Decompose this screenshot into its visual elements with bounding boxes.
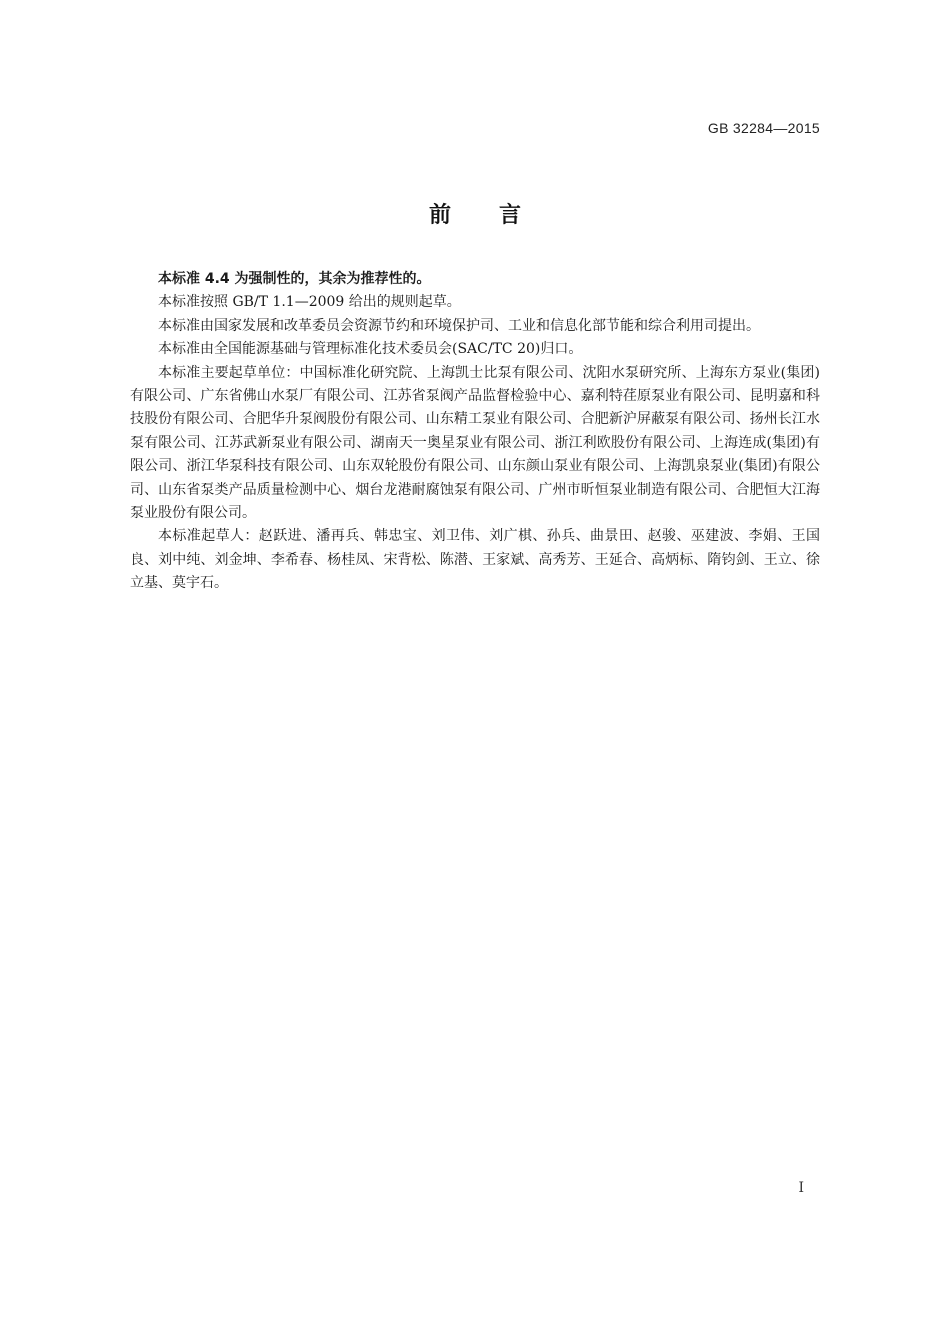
foreword-body	[130, 268, 820, 596]
paragraph-drafting-organizations: 本标准主要起草单位：中国标准化研究院、上海凯士比泵有限公司、沈阳水泵研究所、上海东方泵业(集团)有限公司、广东省佛山水泵厂有限公司、江苏省泵阀产品监督检验中心、嘉利特荏原泵业有限公司、昆明嘉和科技股份有限公司、合肥华升泵阀股份有限公司、山东精工泵业有限公司、合肥新沪屏蔽泵有限公司、扬州长江水泵有限公司、江苏武新泵业有限公司、湖南天一奥星泵业有限公司、浙江利欧股份有限公司、上海连成(集团)有限公司、浙江华泵科技有限公司、山东双轮股份有限公司、山东颜山泵业有限公司、上海凯泉泵业(集团)有限公司、山东省泵类产品质量检测中心、烟台龙港耐腐蚀泵有限公司、广州市昕恒泵业制造有限公司、合肥恒大江海泵业股份有限公司。	[130, 364, 820, 522]
standard-number: GB 32284—2015	[707, 120, 820, 136]
paragraph-proposer: 本标准由国家发展和改革委员会资源节约和环境保护司、工业和信息化部节能和综合利用司提出。	[158, 317, 760, 334]
paragraph-mandatory-clause: 本标准 4.4 为强制性的，其余为推荐性的。	[158, 271, 431, 287]
paragraph-drafters: 本标准起草人：赵跃进、潘再兵、韩忠宝、刘卫伟、刘广棋、孙兵、曲景田、赵骏、巫建波、李娟、王国良、刘中纯、刘金坤、李希春、杨桂凤、宋背松、陈潜、王家斌、高秀芳、王延合、高炳标、隋钧剑、王立、徐立基、莫宇石。	[130, 528, 820, 592]
paragraph-technical-committee: 本标准由全国能源基础与管理标准化技术委员会(SAC/TC 20)归口。	[158, 341, 583, 358]
page-number: I	[798, 1180, 804, 1196]
paragraph-drafting-rules: 本标准按照 GB/T 1.1—2009 给出的规则起草。	[158, 294, 461, 311]
page-title: 前言	[428, 203, 569, 228]
